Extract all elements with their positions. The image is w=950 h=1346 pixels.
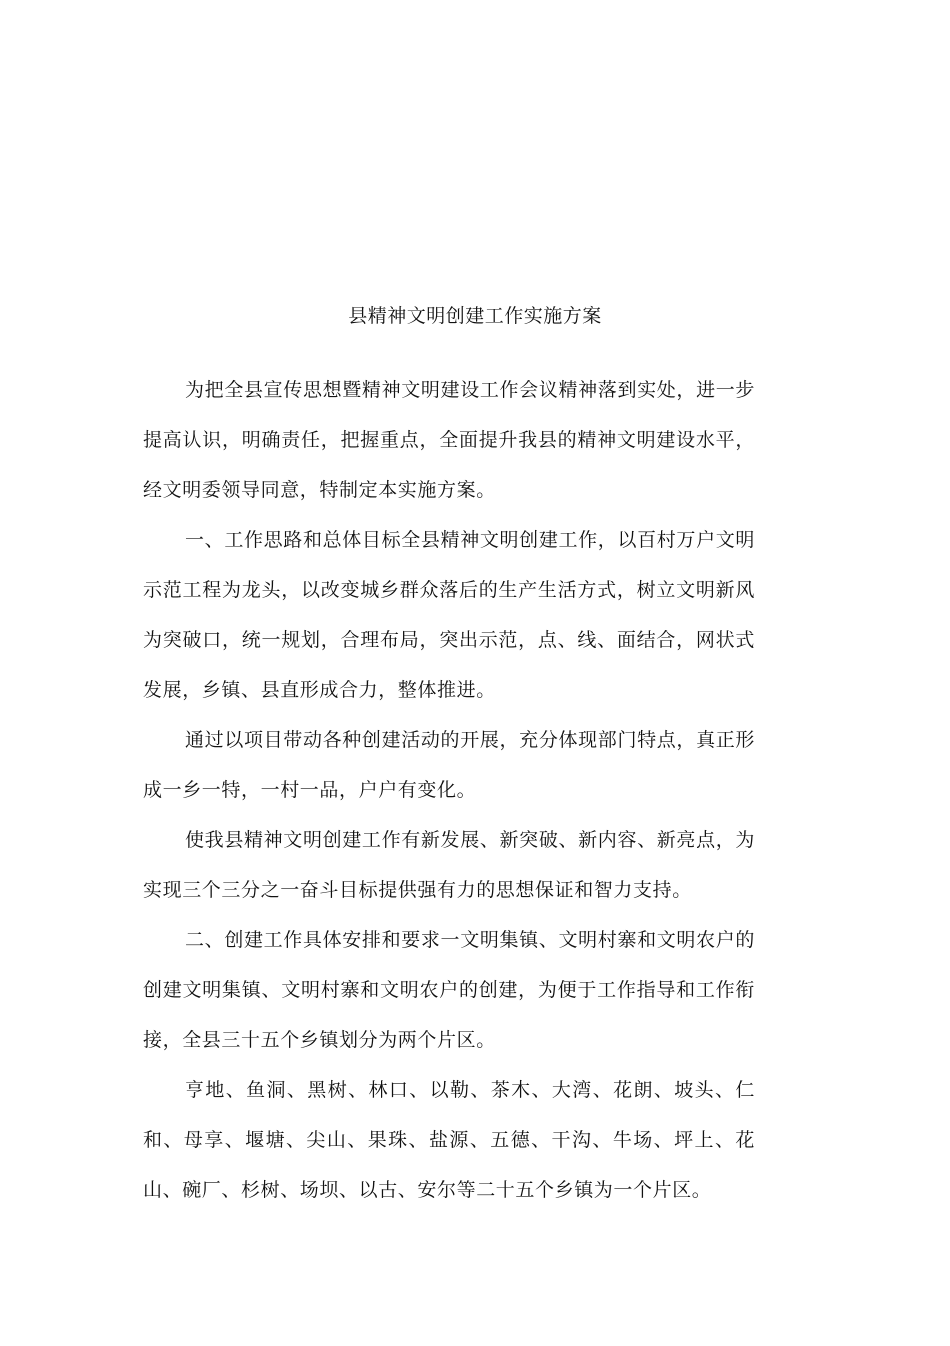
document-body bbox=[143, 365, 755, 1215]
paragraph-project: 通过以项目带动各种创建活动的开展，充分体现部门特点，真正形成一乡一特，一村一品，户户有变化。 bbox=[143, 729, 755, 801]
paragraph-intro: 为把全县宣传思想暨精神文明建设工作会议精神落到实处，进一步提高认识，明确责任，把握重点，全面提升我县的精神文明建设水平，经文明委领导同意，特制定本实施方案。 bbox=[143, 379, 755, 501]
paragraph-goal: 使我县精神文明创建工作有新发展、新突破、新内容、新亮点，为实现三个三分之一奋斗目标提供强有力的思想保证和智力支持。 bbox=[143, 829, 755, 901]
document-title: 县精神文明创建工作实施方案 bbox=[348, 305, 602, 327]
paragraph-district-list: 亨地、鱼洞、黑树、林口、以勒、茶木、大湾、花朗、坡头、仁和、母享、堰塘、尖山、果珠、盐源、五德、干沟、牛场、坪上、花山、碗厂、杉树、场坝、以古、安尔等二十五个乡镇为一个片区。 bbox=[143, 1079, 755, 1201]
paragraph-section-two: 二、创建工作具体安排和要求一文明集镇、文明村寨和文明农户的创建文明集镇、文明村寨和文明农户的创建，为便于工作指导和工作衔接，全县三十五个乡镇划分为两个片区。 bbox=[143, 929, 755, 1051]
paragraph-section-one: 一、工作思路和总体目标全县精神文明创建工作，以百村万户文明示范工程为龙头，以改变城乡群众落后的生产生活方式，树立文明新风为突破口，统一规划，合理布局，突出示范，点、线、面结合，网状式发展，乡镇、县直形成合力，整体推进。 bbox=[143, 529, 755, 701]
